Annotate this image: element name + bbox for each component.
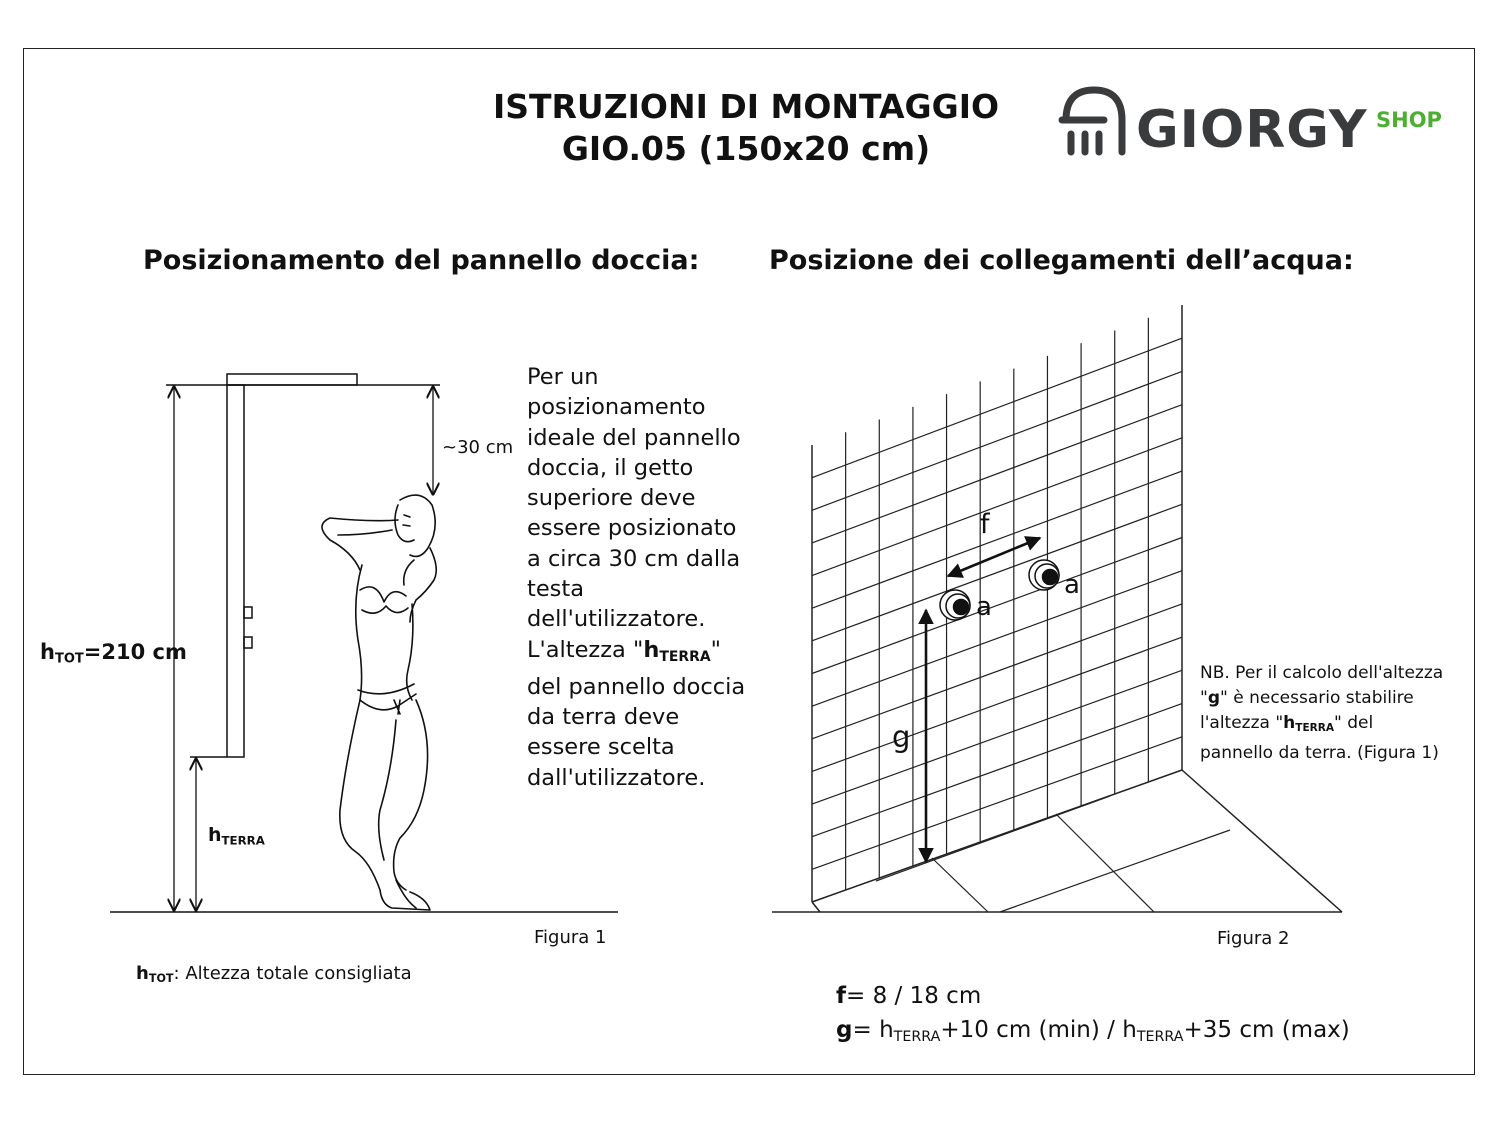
panel-knob-1 [244,607,252,618]
tile-horizontal-line [812,670,1182,804]
figure-1-caption: Figura 1 [534,927,607,948]
title-line-2: GIO.05 (150x20 cm) [561,129,931,168]
water-connection-1 [940,590,970,620]
tile-horizontal-line [812,338,1182,477]
figure-2-drawing [772,305,1342,912]
shower-panel [227,385,244,757]
connection-a-label-2: a [1064,570,1080,600]
woman-figure [322,495,436,910]
f-label: f [980,509,990,540]
figure-2-caption: Figura 2 [1217,928,1290,949]
connection-a-label-1: a [976,592,992,622]
figure-2-dimensions [926,538,1040,862]
instructions-paragraph: Per un posizionamento ideale del pannello doccia, il getto superiore deve essere posizionato a circa 30 cm dalla testa dell'utilizzatore. L'altezza "$h_{TERRA}$" del pannello doccia da terra deve essere scelta dall'utilizzatore. [527,364,746,791]
hterra-label: $h_{TERRA}$ [208,824,265,848]
tile-horizontal-line [812,737,1182,870]
htot-legend: $h_{TOT}$: Altezza totale consigliata [136,963,412,986]
htot-label: $h_{TOT}=210$ cm [40,640,187,667]
title-line-1: ISTRUZIONI DI MONTAGGIO [492,87,1000,126]
g-label: g [892,720,911,754]
tile-horizontal-line [812,604,1182,739]
tile-horizontal-line [812,405,1182,543]
tile-horizontal-line [812,371,1182,510]
right-section-heading: Posizione dei collegamenti dell’acqua: [769,245,1354,276]
water-connection-2 [1029,560,1059,590]
tile-horizontal-line [812,571,1182,706]
tile-horizontal-line [812,471,1182,608]
left-section-heading: Posizionamento del pannello doccia: [143,245,700,276]
wall-tile-grid [812,318,1182,890]
f-dimension-arrow [948,538,1040,576]
dim-30cm-label: ~30 cm [442,437,514,458]
tile-horizontal-line [812,504,1182,641]
tile-horizontal-line [812,637,1182,771]
tile-horizontal-line [812,538,1182,674]
logo-name: GIORGY [1136,100,1368,160]
nb-note: NB. Per il calcolo dell'altezza "g" è necessario stabilire l'altezza "$h_{TERRA}$" del pannello da terra. (Figura 1) [1200,663,1444,763]
logo-suffix: SHOP [1376,108,1442,132]
tile-horizontal-line [812,704,1182,837]
formula-f: f= 8 / 18 cm [836,983,982,1009]
panel-knob-2 [244,637,252,648]
formula-g: $g= h_{TERRA}+10$ cm $(\min) / h_{TERRA}+35$ cm (max) [836,1017,1350,1045]
panel-top-head [227,374,357,385]
